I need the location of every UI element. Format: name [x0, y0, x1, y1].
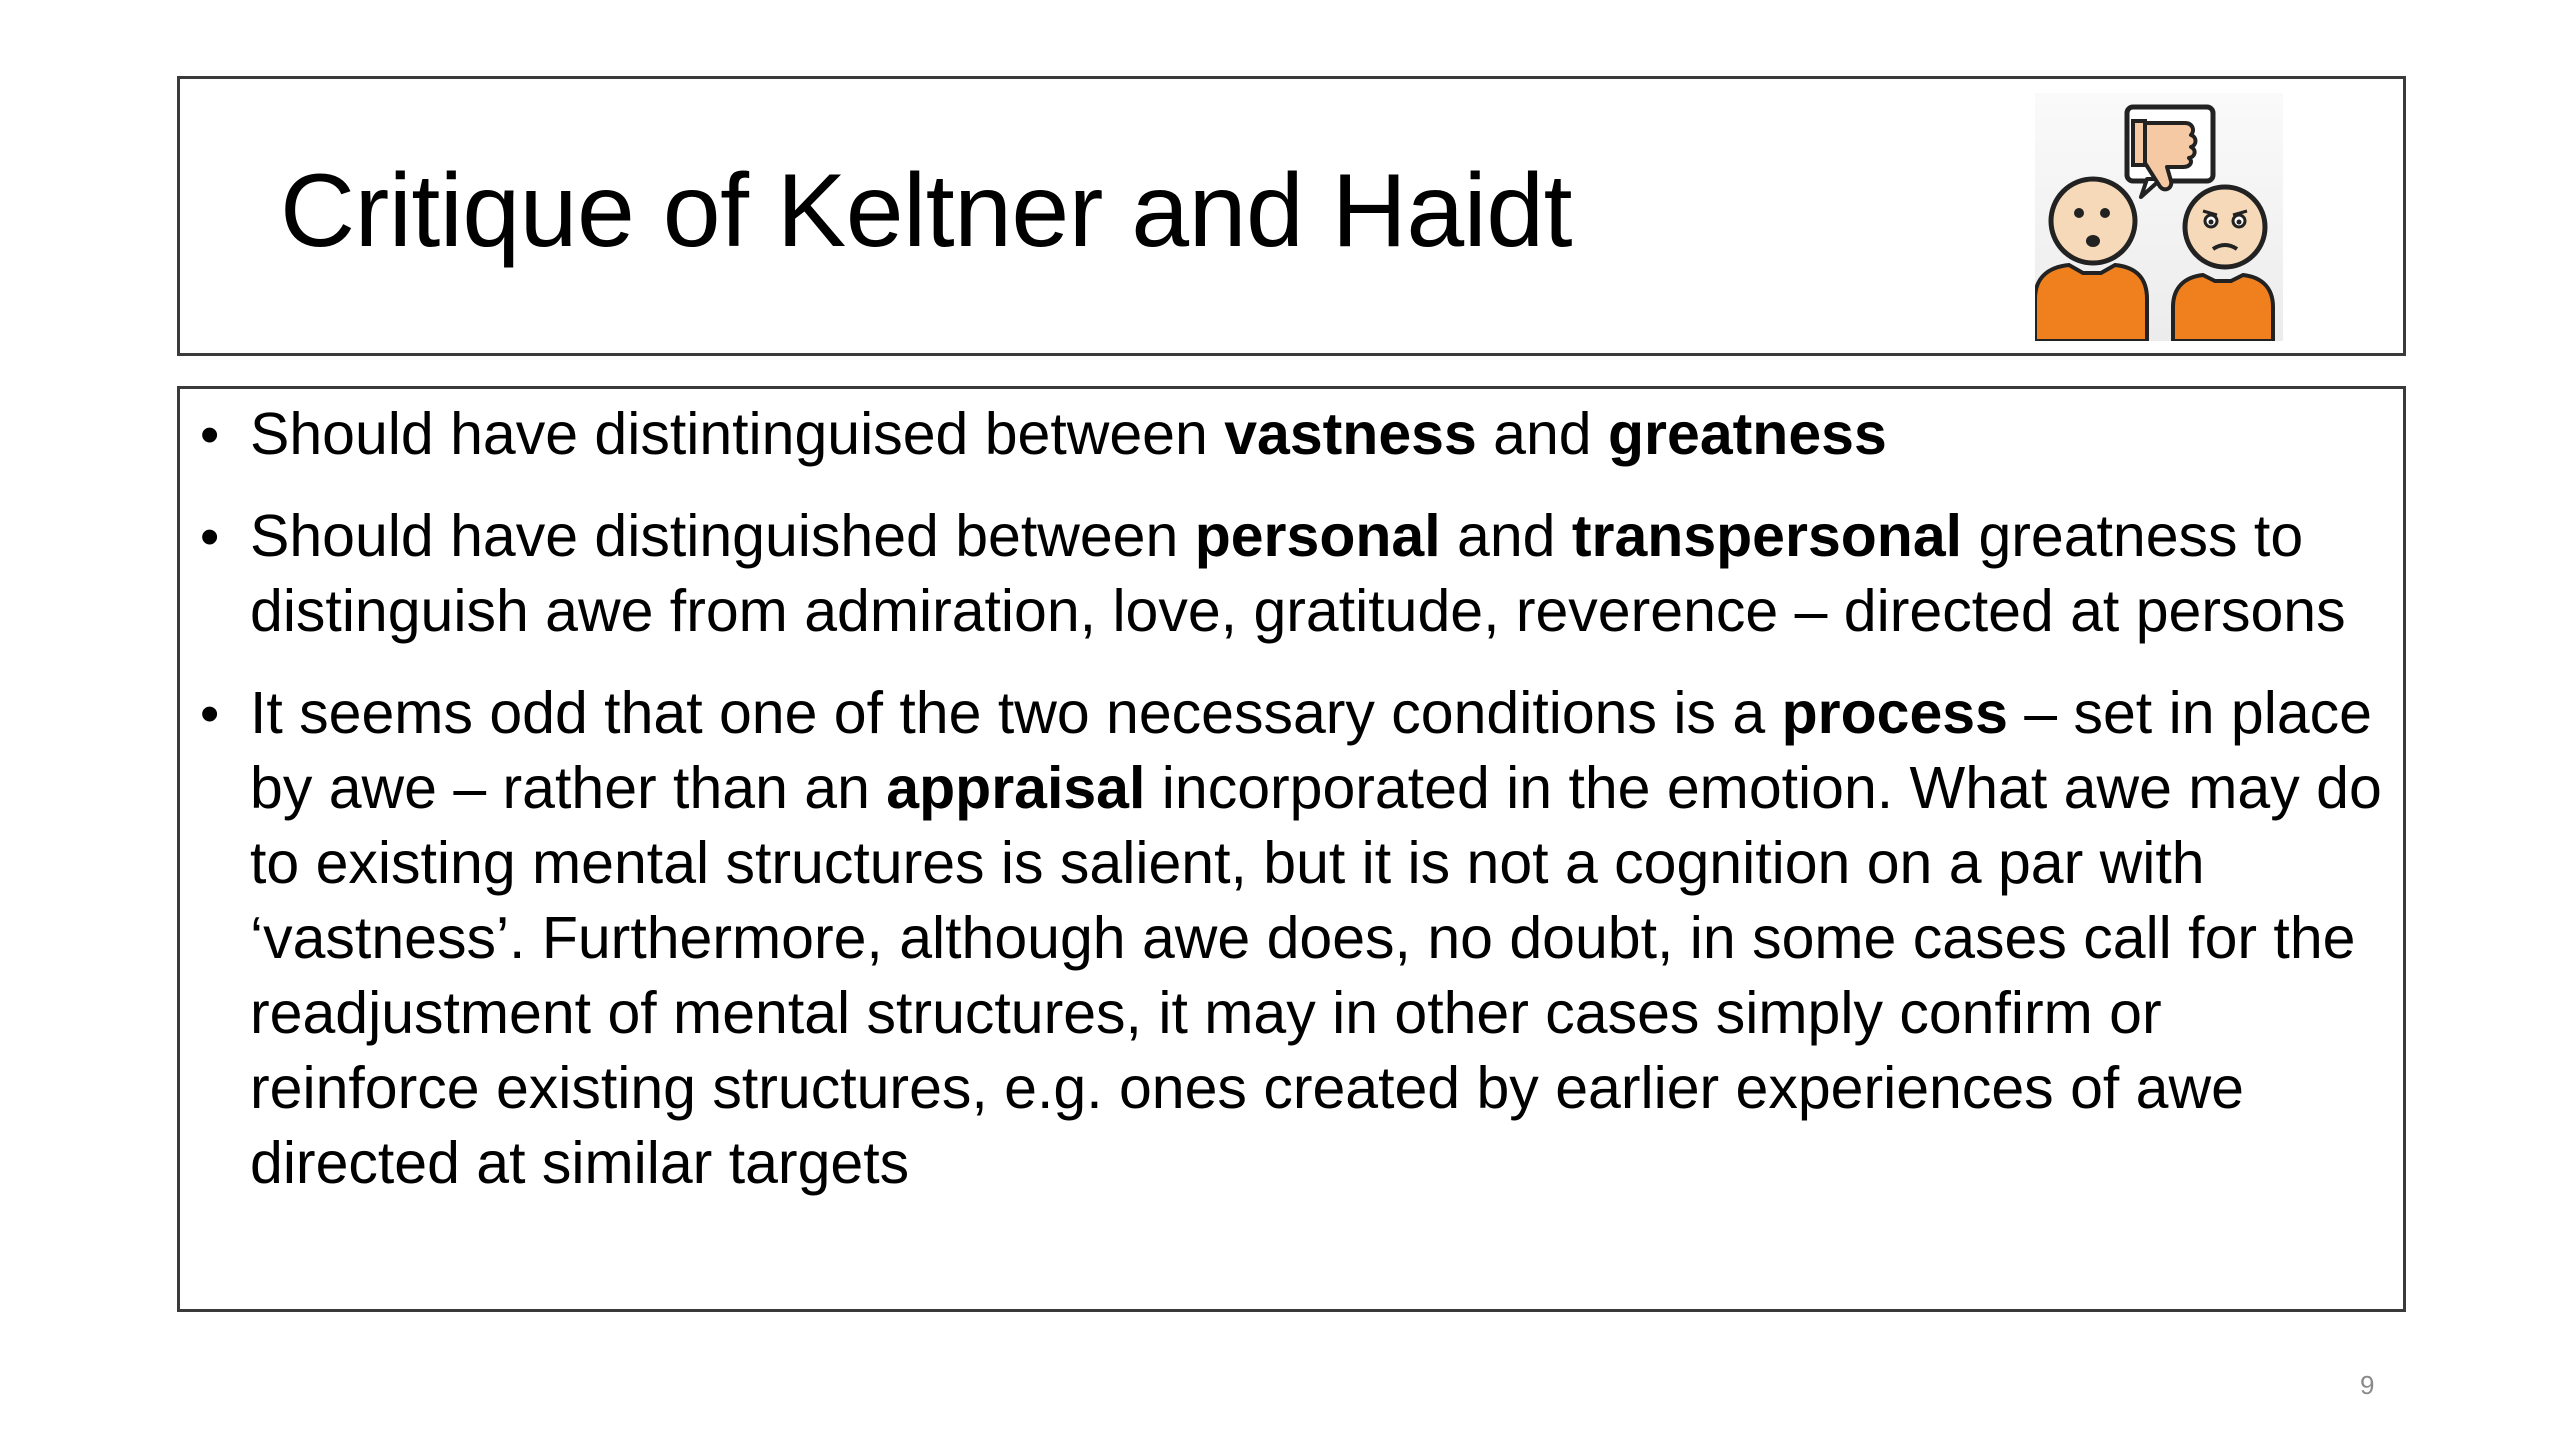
bullet-item [250, 499, 2390, 649]
bullet-text: – set in place by awe – rather than an [250, 680, 2372, 821]
slide-title: Critique of Keltner and Haidt [280, 153, 1572, 269]
content-box [177, 386, 2406, 1312]
slide-number: 9 [2360, 1370, 2375, 1400]
right-person-icon [2173, 187, 2273, 341]
bullet-text: and [1476, 401, 1609, 467]
bullet-text-bold: personal [1194, 503, 1441, 569]
bullet-text-bold: transpersonal [1571, 503, 1963, 569]
bullet-text-bold: process [1781, 680, 2008, 746]
bullet-text: incorporated in the emotion. What awe may do to existing mental structures is salient, but it is not a cognition on a par with ‘vastness’. Furthermore, although awe does, no doubt, in some cases call for the readjustment of mental structures, it may in other cases simply confirm or reinforce existing structures, e.g. ones created by earlier experiences of awe directed at similar targets [250, 755, 2382, 1196]
left-person-icon [2035, 179, 2147, 341]
bullet-item [250, 397, 2390, 472]
title-box [177, 76, 2406, 356]
bullet-text-bold: greatness [1608, 401, 1887, 467]
bullet-text: It seems odd that one of the two necessary conditions is a [250, 680, 1782, 746]
two-people-thumbs-down-speech-bubble-icon [2035, 93, 2283, 341]
bullet-text: and [1440, 503, 1572, 569]
bullet-list [250, 397, 2390, 1228]
bullet-item [250, 676, 2390, 1201]
bullet-text-bold: vastness [1224, 401, 1477, 467]
bullet-text: Should have distinguished between [250, 503, 1195, 569]
bullet-text: greatness to distinguish awe from admiration, love, gratitude, reverence – directed at persons [250, 503, 2346, 644]
bullet-text: Should have distintinguised between [250, 401, 1225, 467]
bullet-text-bold: appraisal [886, 755, 1146, 821]
